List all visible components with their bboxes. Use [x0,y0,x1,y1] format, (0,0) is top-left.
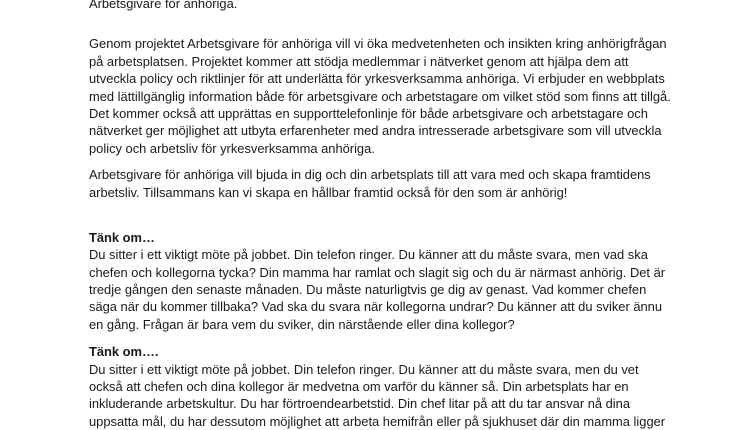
section-line: säga när du kommer tillbaka? Vad ska du svara när kollegorna undrar? Du känner att du sviker ännu [89,299,662,315]
paragraph-line: på arbetsplatsen. Projektet kommer att stödja medlemmar i nätverket genom att hjälpa dem att [89,53,629,69]
scenario-section-1 [89,229,729,333]
scenario-section-2 [89,343,729,430]
section-title: Tänk om… [89,229,155,245]
section-line: chefen och kollegorna tycka? Din mamma har ramlat och slagit sig och du är närmast anhörig. Det är [89,264,666,280]
section-line: inkluderande arbetskultur. Du har förtroendearbetstid. Din chef litar på att du tar ansvar nå dina [89,396,631,412]
paragraph-line: med lättillgänglig information både för arbetsgivare och arbetstagare om vilket stöd som finns att tillgå. [89,88,671,104]
paragraph-line: utveckla policy och riktlinjer för att underlätta för yrkesverksamma anhöriga. Vi erbjuder en webbplats [89,71,665,87]
paragraph-line: Arbetsgivare för anhöriga vill bjuda in dig och din arbetsplats till att vara med och skapa framtidens [89,167,651,183]
section-line: tredje gången den senaste månaden. Du måste naturligtvis ge dig av genast. Vad kommer chefen [89,282,647,298]
heading-line: Arbetsgivare för anhöriga. [89,0,238,11]
intro-paragraph [89,35,729,157]
paragraph-line: nätverket ger möjlighet att utbyta erfarenheter med andra intresserade arbetsgivare som vill utveckla [89,123,662,139]
section-line: uppsatta mål, du har dessutom möjlighet att arbeta hemifrån eller på sjukhuset där din mamma ligger [89,413,666,429]
section-line: Du sitter i ett viktigt möte på jobbet. Din telefon ringer. Du känner att du måste svara, men vad ska [89,247,648,263]
paragraph-line: Genom projektet Arbetsgivare för anhöriga vill vi öka medvetenheten och insikten kring anhörigfrågan [89,36,667,52]
section-line: Du sitter i ett viktigt möte på jobbet. Din telefon ringer. Du känner att du måste svara, men du vet [89,361,639,377]
document-page [89,0,729,430]
paragraph-line: arbetsliv. Tillsammans kan vi skapa en hållbar framtid också för den som är anhörig! [89,184,568,200]
invitation-paragraph [89,166,729,201]
paragraph-line: Det kommer också att upprättas en supporttelefonlinje för både arbetsgivare och arbetstagare och [89,105,648,121]
section-line: en gång. Frågan är bara vem du sviker, din närstående eller dina kollegor? [89,316,515,332]
section-line: också att chefen och dina kollegor är medvetna om varför du känner så. Din arbetsplats har en [89,379,629,395]
section-title: Tänk om…. [89,344,159,360]
paragraph-line: policy och arbetsliv för yrkesverksamma anhöriga. [89,140,375,156]
